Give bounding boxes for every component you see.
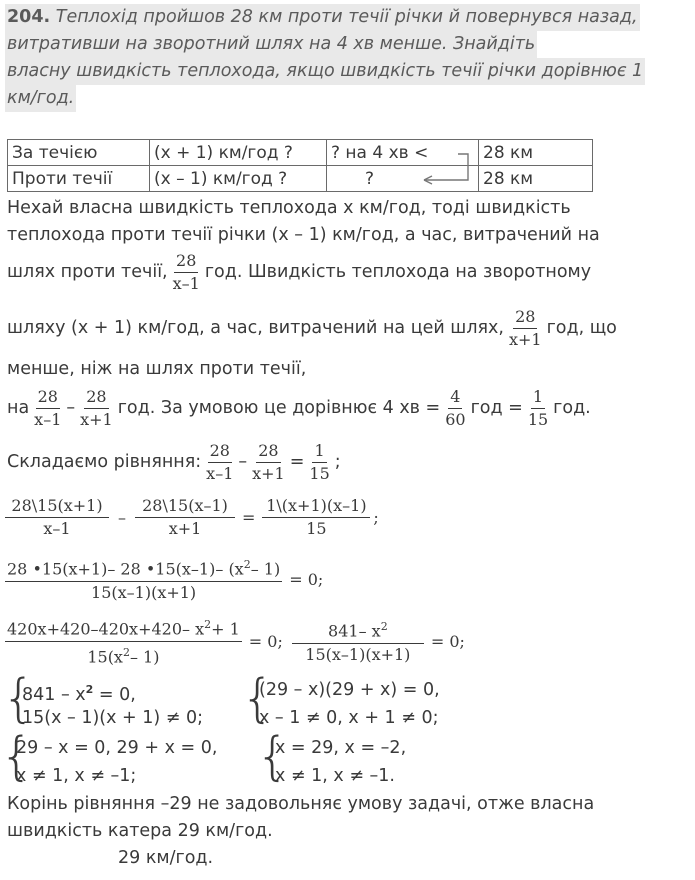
problem-line-1: 204. Теплохід пройшов 28 км проти течії річки й повернувся назад, (5, 4, 640, 31)
system-4-line-1: x = 29, x = –2, (275, 738, 407, 758)
comparison-arrow-icon (410, 146, 474, 188)
fraction: $\frac{420x+420-420x+420- x^2+ 1}{15(x^2- 1)}$ (5, 614, 242, 668)
problem-line-3: власну швидкість теплохода, якщо швидкість течії річки дорівнює 1 (5, 58, 645, 85)
system-3-line-2: x ≠ 1, x ≠ –1; (16, 766, 137, 786)
system-brace-icon: { (241, 669, 275, 729)
fraction: $\frac{28}{x+1}$ (80, 386, 113, 429)
solution-line-1: Нехай власна швидкість теплохода x км/год, тоді швидкість (7, 198, 571, 218)
solution-line-3: шлях проти течії, $\frac{28}{x-1}$ год. Швидкість теплохода на зворотному (7, 250, 592, 293)
fraction: $\frac{28}{x+1}$ (252, 440, 285, 483)
table-cell: 28 км (479, 166, 593, 192)
fraction: $\frac{28}{x-1}$ (206, 440, 234, 483)
equation-line: Складаємо рівняння: $\frac{28}{x-1}$ – $\frac{28}{x+1}$ = $\frac{1}{15}$ ; (7, 440, 341, 483)
table-cell: ? на 4 хв < (327, 140, 479, 166)
conclusion-line-2: швидкість катера 29 км/год. (7, 821, 273, 841)
fraction: $\frac{28\backslash 15(x+1)}{x-1}$ (5, 495, 109, 540)
table-cell: ? (327, 166, 479, 192)
fraction-1-over-15: $\frac{1}{15}$ (527, 386, 549, 429)
table-row (8, 140, 593, 166)
problem-line-4: км/год. (5, 85, 76, 112)
simplified-step: $\frac{420x+420-420x+420- x^2+ 1}{15(x^2- 1)}$ = 0; $\frac{841- x^2}{15(x-1)(x+1)}$ = 0; (5, 614, 465, 668)
common-denominator-step: $\frac{28\backslash 15(x+1)}{x-1}$ – $\frac{28\backslash 15(x-1)}{x+1}$ = $\frac{1\backslash(x+1)(x-1)}{15}$ ; (5, 492, 379, 542)
problem-line-2: витративши на зворотний шлях на 4 хв менше. Знайдіть (5, 31, 537, 58)
table-cell: (x – 1) км/год ? (150, 166, 327, 192)
table-cell: 28 км (479, 140, 593, 166)
fraction: $\frac{28 •15(x+1)- 28 •15(x-1)- (x^2- 1)}{15(x-1)(x+1)}$ (5, 554, 282, 603)
answer: 29 км/год. (118, 848, 214, 868)
table-cell: За течією (8, 140, 150, 166)
table-cell: (x + 1) км/год ? (150, 140, 327, 166)
fraction-4-over-60: $\frac{4}{60}$ (445, 386, 466, 429)
solution-line-5: менше, ніж на шлях проти течії, (7, 359, 307, 379)
problem-number: 204. (7, 7, 51, 27)
conclusion-line-1: Корінь рівняння –29 не задовольняє умову задачі, отже власна (7, 794, 595, 814)
system-3-line-1: 29 – x = 0, 29 + x = 0, (16, 738, 218, 758)
solution-line-6: на $\frac{28}{x-1}$ – $\frac{28}{x+1}$ год. За умовою це дорівнює 4 хв = $\frac{4}{60}$ год = $\frac{1}{15}$ год. (7, 386, 591, 429)
fraction: $\frac{841- x^2}{15(x-1)(x+1)}$ (292, 616, 424, 665)
table-cell: Проти течії (8, 166, 150, 192)
table-row (8, 166, 593, 192)
system-1-line-1: $841 - x^2 = 0$, (22, 683, 136, 705)
system-4-line-2: x ≠ 1, x ≠ –1. (275, 766, 395, 786)
combined-fraction-step: $\frac{28 •15(x+1)- 28 •15(x-1)- (x^2- 1)}{15(x-1)(x+1)}$ = 0; (5, 552, 323, 606)
fraction: $\frac{28\backslash 15(x-1)}{x+1}$ (135, 495, 235, 540)
system-2-line-2: x – 1 ≠ 0, x + 1 ≠ 0; (259, 708, 439, 728)
system-2-line-1: (29 – x)(29 + x) = 0, (259, 680, 440, 700)
solution-line-4: шляху (x + 1) км/год, а час, витрачений на цей шлях, $\frac{28}{x+1}$ год, що (7, 306, 617, 349)
fraction-28-over-x-plus-1: $\frac{28}{x+1}$ (508, 306, 542, 349)
system-brace-icon: { (0, 727, 34, 787)
system-brace-icon: { (2, 669, 36, 729)
fraction: $\frac{28}{x-1}$ (34, 386, 62, 429)
problem-statement (5, 4, 690, 112)
condition-table (7, 139, 593, 192)
solution-line-2: теплохода проти течії річки (x – 1) км/год, а час, витрачений на (7, 225, 600, 245)
fraction-28-over-x-minus-1: $\frac{28}{x-1}$ (172, 250, 200, 293)
system-1-line-2: 15(x – 1)(x + 1) ≠ 0; (22, 708, 204, 728)
system-brace-icon: { (256, 727, 290, 787)
fraction: $\frac{1}{15}$ (309, 440, 330, 483)
fraction: $\frac{1\backslash(x+1)(x-1)}{15}$ (262, 495, 370, 540)
